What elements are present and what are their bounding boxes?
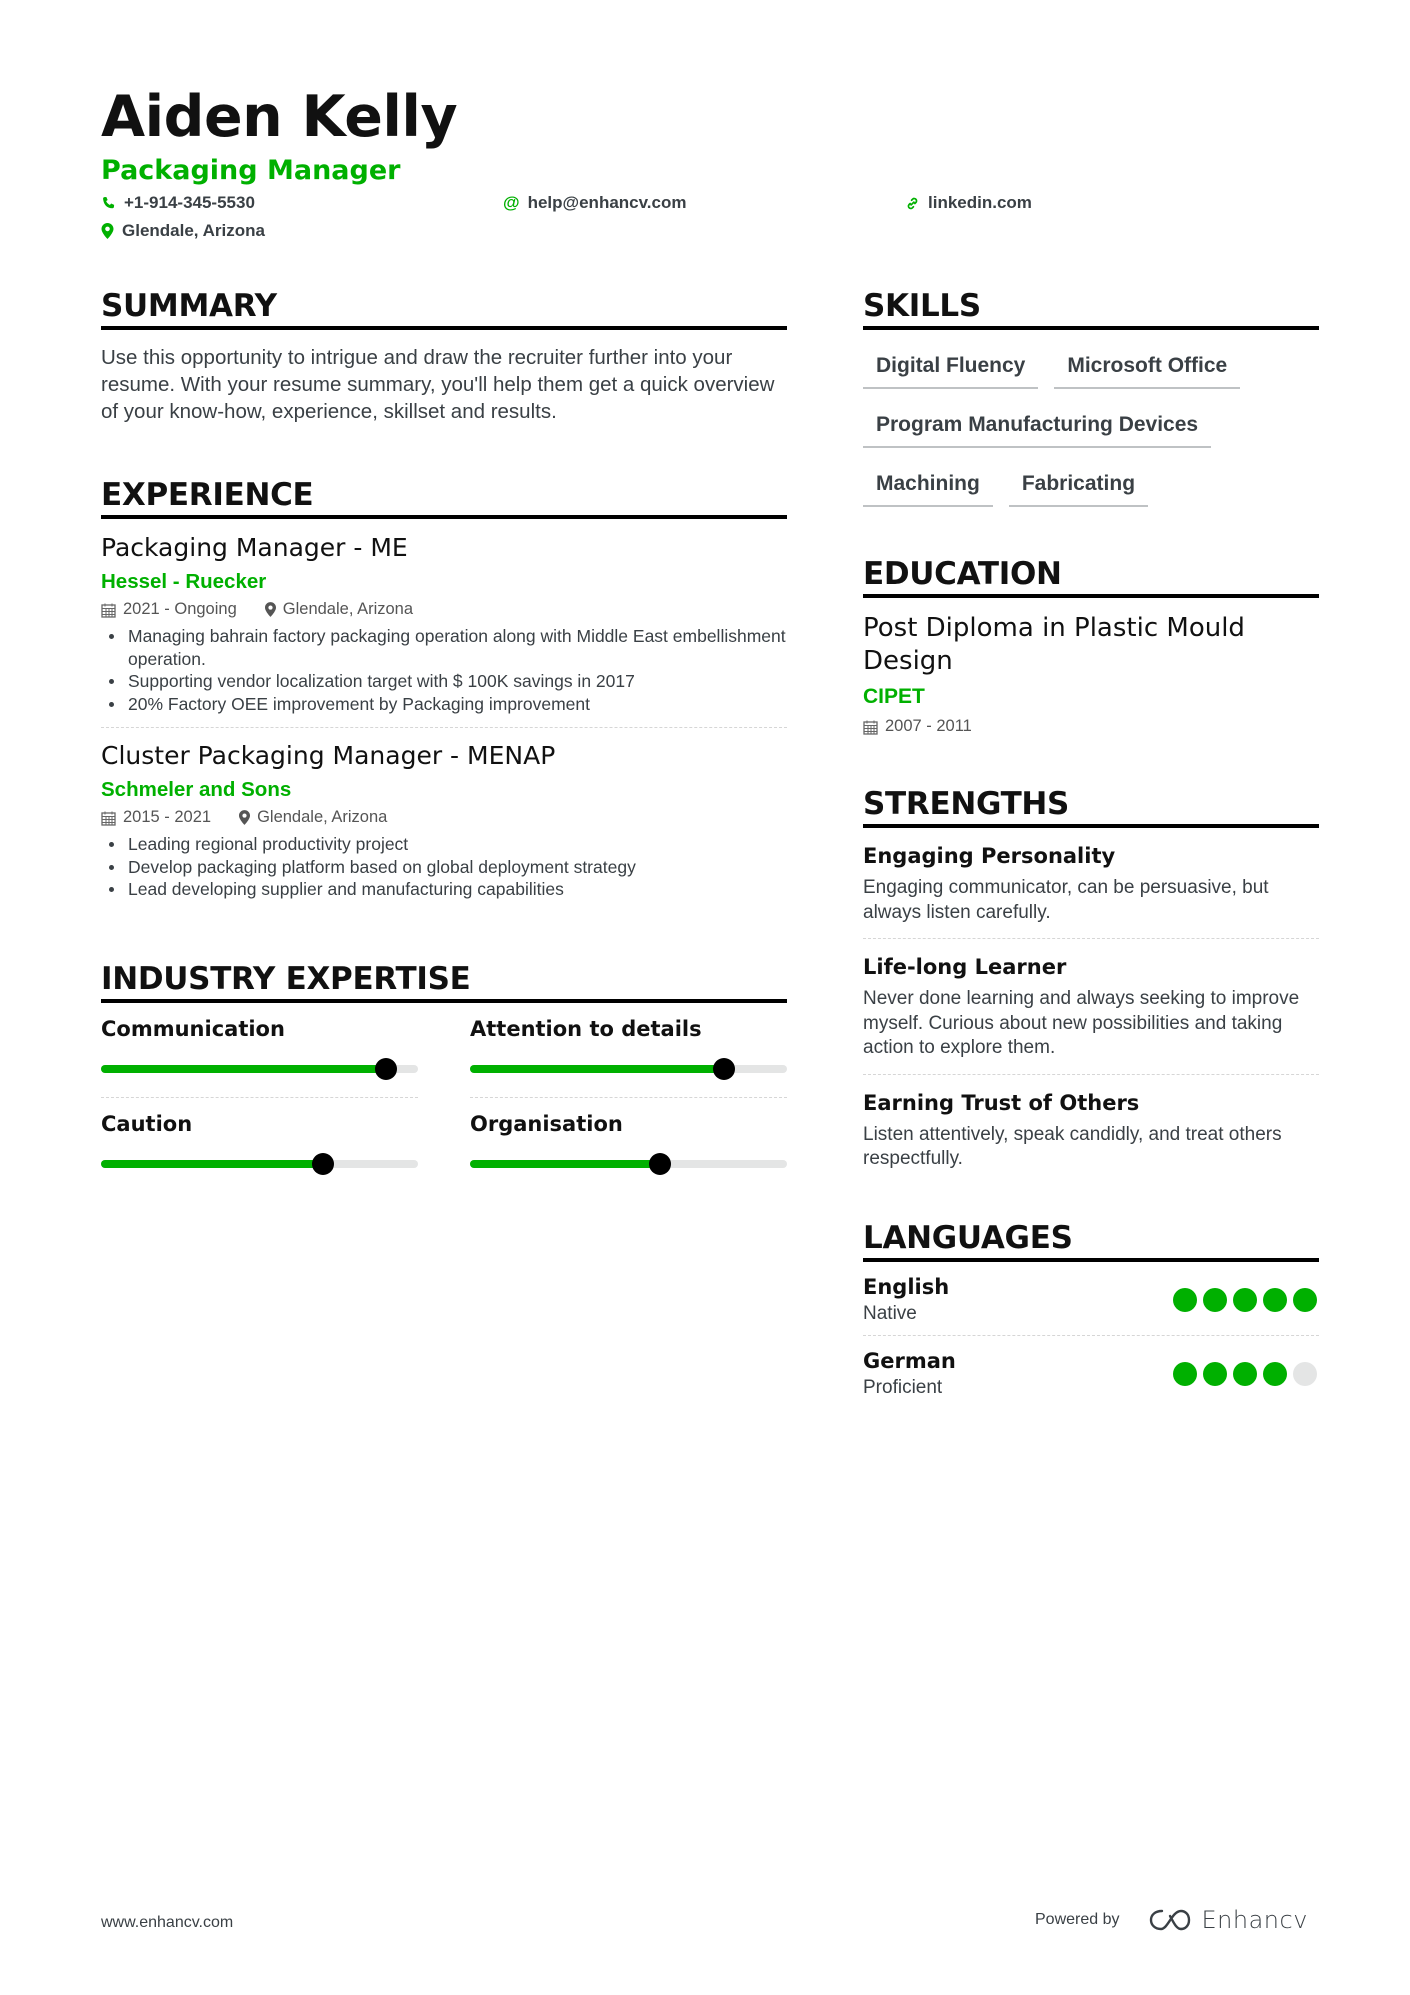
rating-dot-filled — [1203, 1362, 1227, 1386]
summary-heading: SUMMARY — [101, 288, 787, 330]
job-dates — [101, 600, 237, 619]
education-dates — [863, 717, 972, 736]
expertise-item — [101, 1003, 418, 1098]
languages-heading: LANGUAGES — [863, 1220, 1319, 1262]
rating-dot-filled — [1293, 1288, 1317, 1312]
powered-by-text: Powered by — [1035, 1911, 1120, 1928]
strengths-section — [863, 786, 1319, 1185]
job-bullets — [101, 625, 787, 715]
job-title: Packaging Manager - ME — [101, 533, 408, 562]
rating-dot-filled — [1203, 1288, 1227, 1312]
job-entry — [101, 741, 787, 901]
job-dates-text: 2021 - Ongoing — [123, 600, 237, 618]
strength-item — [863, 1091, 1319, 1185]
skills-list — [863, 348, 1319, 507]
brand-text: Enhancv — [1201, 1906, 1308, 1934]
expertise-bar — [470, 1160, 787, 1168]
strength-item — [863, 955, 1319, 1075]
phone-icon — [101, 196, 116, 211]
calendar-icon — [863, 719, 878, 735]
summary-section — [101, 288, 787, 425]
strength-title: Earning Trust of Others — [863, 1090, 1140, 1115]
job-dates — [101, 808, 211, 827]
language-level: Proficient — [863, 1377, 943, 1398]
strength-description: Engaging communicator, can be persuasive, but always listen carefully. — [863, 877, 1269, 923]
phone-text: +1-914-345-5530 — [124, 193, 255, 212]
calendar-icon — [101, 602, 116, 618]
job-bullet: Lead developing supplier and manufacturing capabilities — [101, 878, 787, 901]
footer-powered-by — [1035, 1906, 1308, 1934]
candidate-title: Packaging Manager — [101, 155, 401, 186]
expertise-label: Attention to details — [470, 1017, 702, 1041]
rating-dot-filled — [1263, 1288, 1287, 1312]
languages-section — [863, 1220, 1319, 1409]
location-pin-icon — [239, 810, 250, 825]
strength-item — [863, 844, 1319, 939]
strength-title: Engaging Personality — [863, 844, 1116, 868]
industry-expertise-section — [101, 961, 787, 1193]
education-degree: Post Diploma in Plastic Mould Design — [863, 613, 1245, 676]
at-icon: @ — [503, 193, 520, 212]
job-location-text: Glendale, Arizona — [257, 808, 388, 826]
strength-description: Never done learning and always seeking to improve myself. Curious about new possibilities and taking action to explore them. — [863, 988, 1300, 1058]
job-dates-text: 2015 - 2021 — [123, 808, 212, 826]
rating-dot-filled — [1233, 1362, 1257, 1386]
job-location — [239, 808, 387, 827]
expertise-item — [101, 1098, 418, 1193]
divider — [863, 938, 1319, 939]
skills-section — [863, 288, 1319, 507]
contact-location — [101, 221, 265, 241]
job-bullet: Managing bahrain factory packaging operation along with Middle East embellishment operation. — [101, 625, 787, 670]
expertise-bar — [470, 1065, 787, 1073]
slider-knob — [713, 1058, 735, 1080]
language-item — [863, 1336, 1319, 1409]
email-text[interactable]: help@enhancv.com — [527, 193, 687, 212]
language-rating — [1173, 1362, 1317, 1386]
skill-tag: Digital Fluency — [863, 348, 1038, 389]
enhancv-logo[interactable] — [1148, 1906, 1308, 1934]
expertise-label: Communication — [101, 1017, 285, 1041]
expertise-item — [470, 1003, 787, 1098]
expertise-bar — [101, 1160, 418, 1168]
language-name: German — [863, 1349, 956, 1373]
job-location — [265, 600, 413, 619]
rating-dot-filled — [1173, 1362, 1197, 1386]
divider — [863, 1074, 1319, 1075]
footer-website[interactable]: www.enhancv.com — [101, 1914, 234, 1931]
skill-tag: Program Manufacturing Devices — [863, 407, 1211, 448]
education-dates-text: 2007 - 2011 — [885, 717, 972, 735]
skill-tag: Machining — [863, 466, 993, 507]
skill-tag: Fabricating — [1009, 466, 1148, 507]
summary-text: Use this opportunity to intrigue and draw the recruiter further into your resume. With your resume summary, you'll help them get a quick overview of your know-how, experience, skillset and results. — [101, 346, 775, 423]
link-icon — [905, 196, 920, 211]
location-pin-icon — [265, 602, 276, 617]
education-heading: EDUCATION — [863, 556, 1319, 598]
rating-dot-filled — [1233, 1288, 1257, 1312]
experience-heading: EXPERIENCE — [101, 477, 787, 519]
language-level: Native — [863, 1303, 917, 1324]
strength-description: Listen attentively, speak candidly, and treat others respectfully. — [863, 1123, 1282, 1169]
job-title: Cluster Packaging Manager - MENAP — [101, 741, 556, 770]
job-bullet: Develop packaging platform based on global deployment strategy — [101, 856, 787, 879]
job-bullet: 20% Factory OEE improvement by Packaging improvement — [101, 693, 787, 716]
enhancv-logo-icon — [1148, 1907, 1194, 1933]
slider-knob — [312, 1153, 334, 1175]
expertise-label: Organisation — [470, 1112, 623, 1136]
slider-knob — [375, 1058, 397, 1080]
language-rating — [1173, 1288, 1317, 1312]
contact-phone — [101, 193, 255, 213]
strength-title: Life-long Learner — [863, 955, 1067, 979]
contact-website[interactable] — [905, 193, 1032, 213]
job-bullets — [101, 833, 787, 901]
experience-section — [101, 477, 787, 901]
skills-heading: SKILLS — [863, 288, 1319, 330]
job-bullet: Supporting vendor localization target with $ 100K savings in 2017 — [101, 670, 787, 693]
strengths-heading: STRENGTHS — [863, 786, 1319, 828]
calendar-icon — [101, 810, 116, 826]
location-pin-icon — [101, 223, 114, 239]
rating-dot-filled — [1173, 1288, 1197, 1312]
skill-tag: Microsoft Office — [1054, 348, 1240, 389]
contact-email[interactable] — [503, 193, 687, 213]
education-school: CIPET — [863, 685, 925, 708]
job-entry — [101, 533, 787, 715]
website-text[interactable]: linkedin.com — [928, 193, 1032, 212]
expertise-bar — [101, 1065, 418, 1073]
job-company: Schmeler and Sons — [101, 778, 292, 801]
job-location-text: Glendale, Arizona — [282, 600, 414, 618]
education-section — [863, 556, 1319, 736]
expertise-item — [470, 1098, 787, 1193]
candidate-name: Aiden Kelly — [101, 84, 458, 150]
language-item — [863, 1262, 1319, 1335]
location-text: Glendale, Arizona — [122, 221, 265, 240]
expertise-label: Caution — [101, 1112, 193, 1136]
industry-expertise-heading: INDUSTRY EXPERTISE — [101, 961, 787, 1003]
job-bullet: Leading regional productivity project — [101, 833, 787, 856]
divider — [101, 727, 787, 728]
job-company: Hessel - Ruecker — [101, 570, 267, 593]
language-name: English — [863, 1275, 950, 1299]
rating-dot-filled — [1263, 1362, 1287, 1386]
slider-knob — [649, 1153, 671, 1175]
rating-dot-empty — [1293, 1362, 1317, 1386]
